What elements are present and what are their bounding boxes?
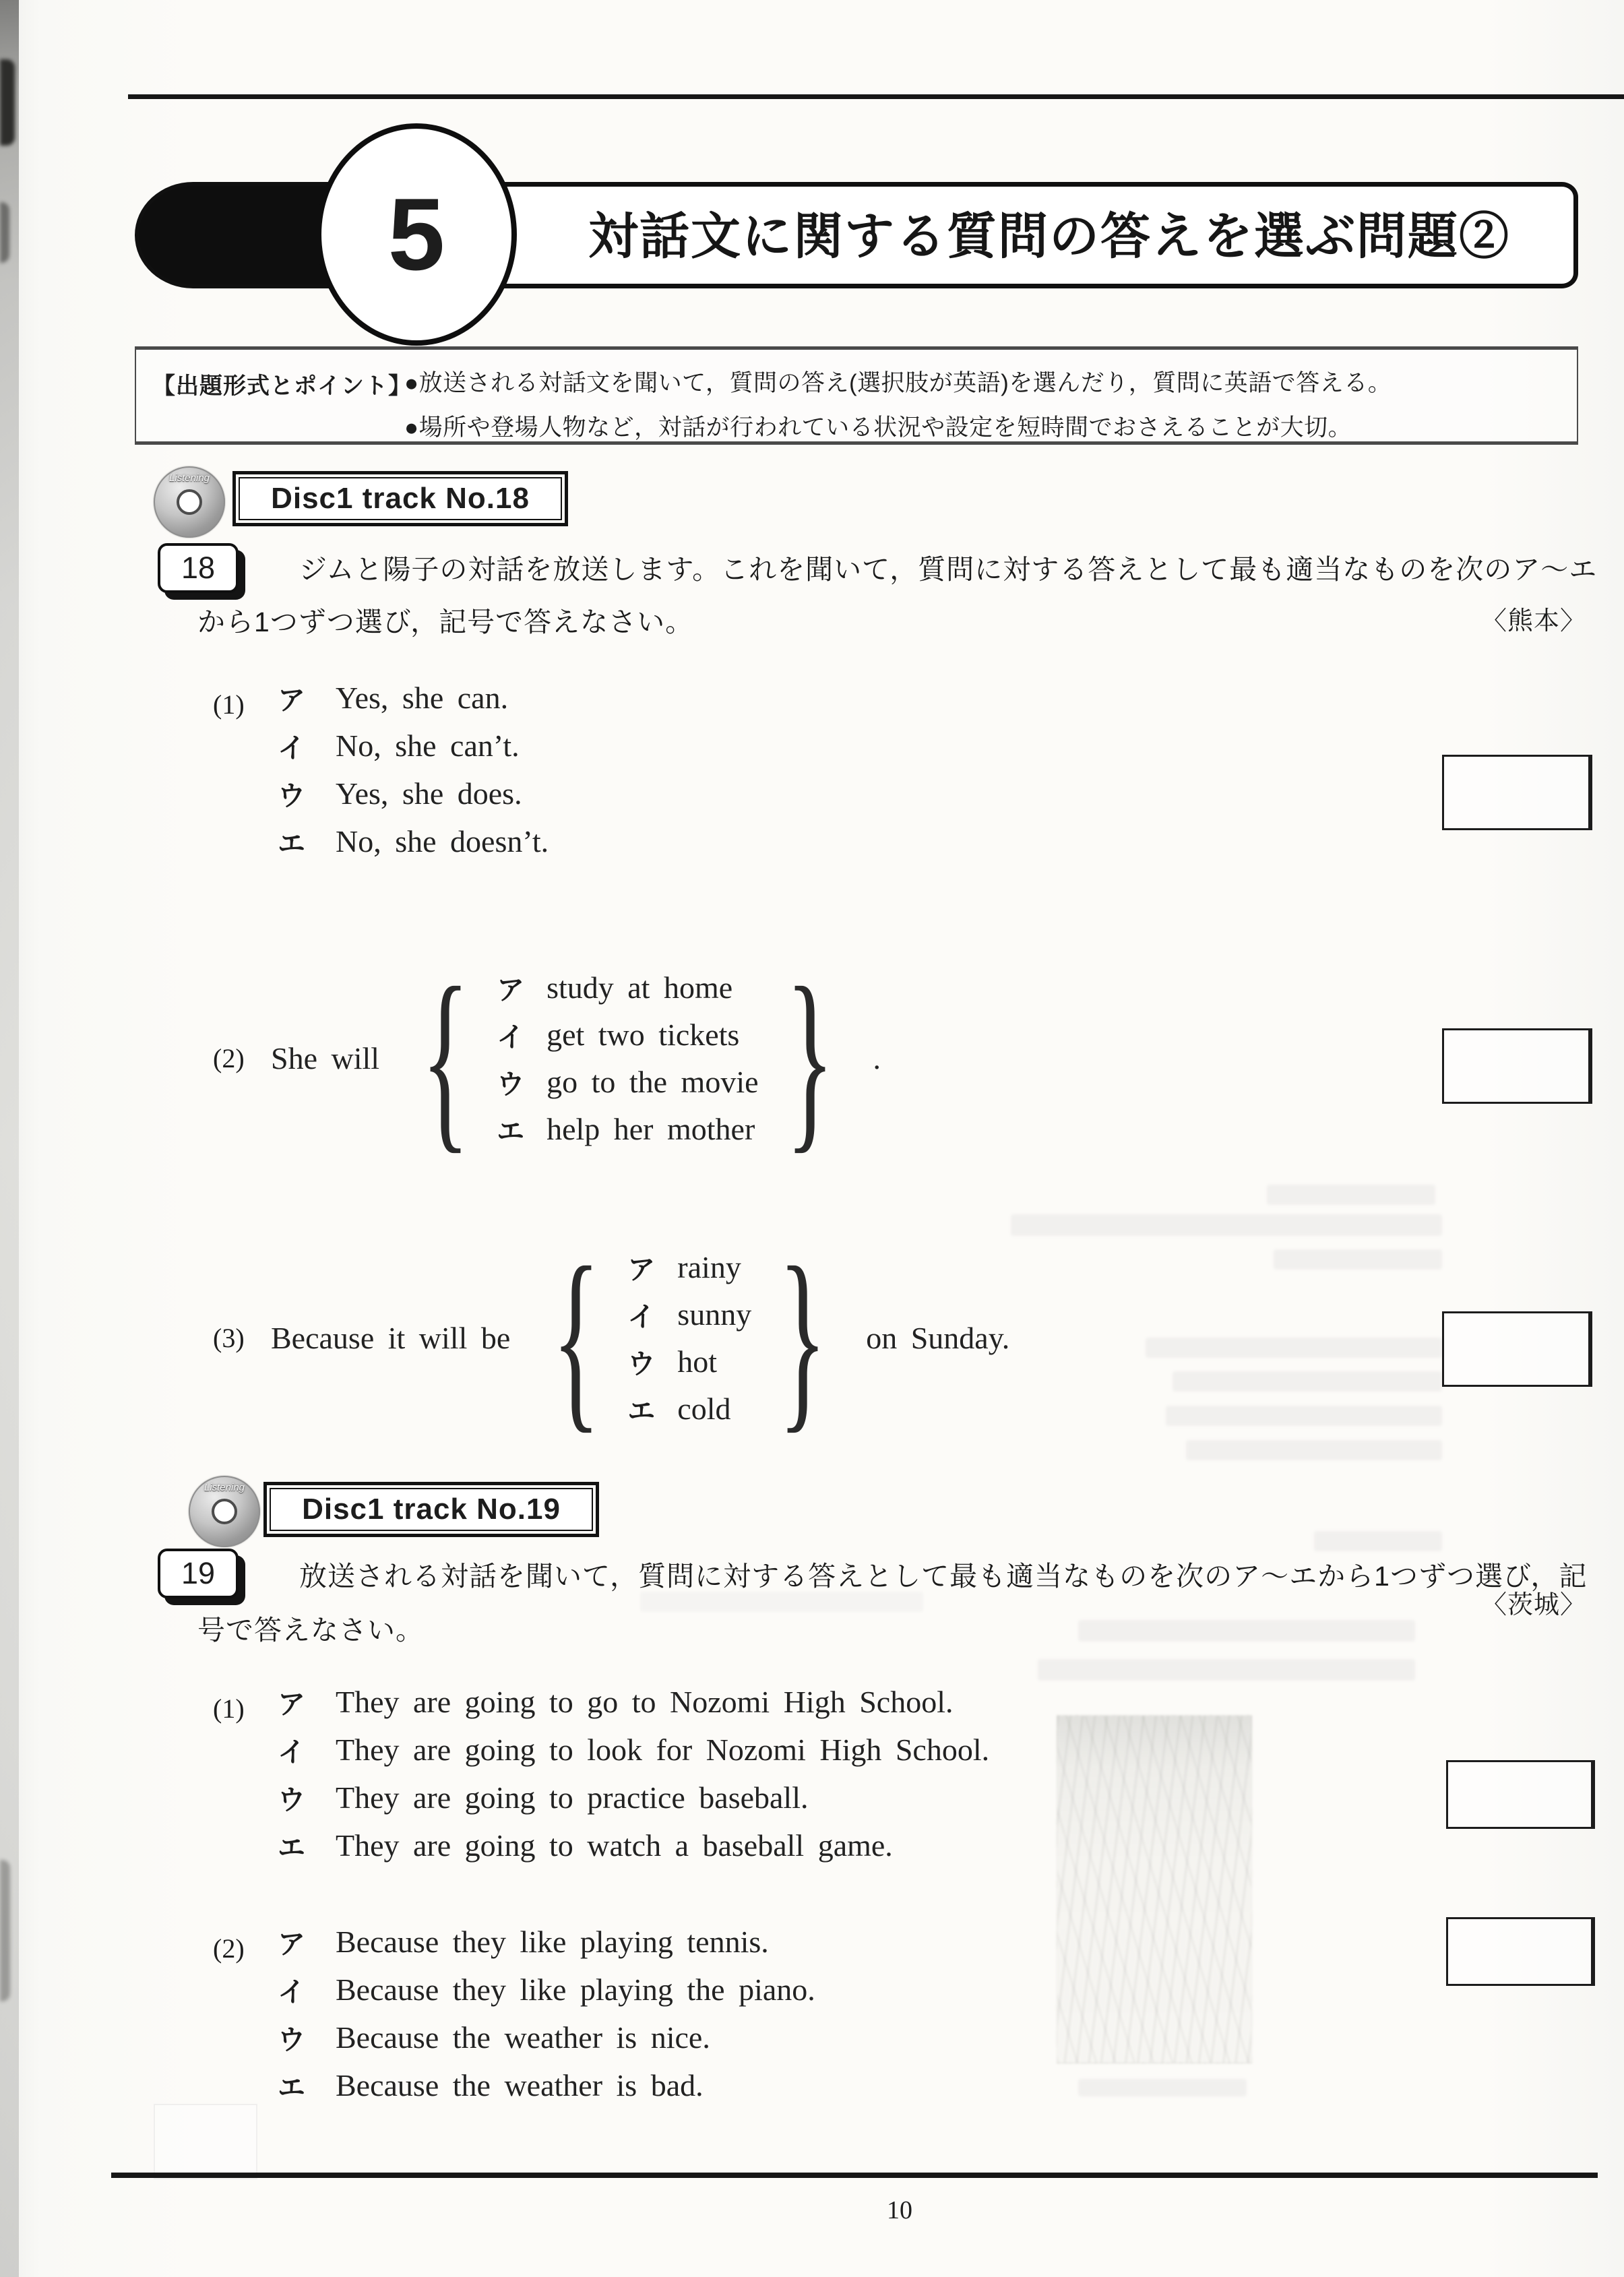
option-letter: エ bbox=[278, 2072, 305, 2103]
option-letter: ウ bbox=[497, 1068, 525, 1100]
option-row bbox=[278, 1774, 989, 1821]
option-text: Yes, she does. bbox=[336, 776, 522, 811]
answer-box-18-2[interactable] bbox=[1442, 1028, 1592, 1104]
answer-box-18-3[interactable] bbox=[1442, 1311, 1592, 1387]
option-letter: イ bbox=[278, 1737, 305, 1768]
option-text: Yes, she can. bbox=[336, 681, 509, 715]
option-text: Because they like playing the piano. bbox=[336, 1972, 815, 2007]
banner-left-cap bbox=[139, 186, 336, 284]
source-prefecture-19: 〈茨城〉 bbox=[1480, 1591, 1586, 1619]
option-row bbox=[278, 1678, 989, 1726]
question-18-3 bbox=[213, 1226, 1010, 1449]
scan-smudge bbox=[0, 59, 15, 146]
points-bullet-2: ●場所や登場人物など，対話が行われている状況や設定を短時間でおさえることが大切。 bbox=[404, 414, 1352, 441]
bleed-through-artifact bbox=[1186, 1440, 1442, 1460]
option-row bbox=[497, 1011, 758, 1058]
answer-box-19-1[interactable] bbox=[1446, 1760, 1595, 1829]
answer-box-18-1[interactable] bbox=[1442, 755, 1592, 830]
option-text: They are going to watch a baseball game. bbox=[336, 1828, 893, 1863]
option-text: Because the weather is bad. bbox=[336, 2068, 704, 2102]
problem-number-badge-19: 19 bbox=[158, 1549, 239, 1598]
option-letter: エ bbox=[497, 1115, 525, 1147]
option-row bbox=[497, 1058, 758, 1105]
instruction-19-line2: 号で答えなさい。 bbox=[197, 1615, 424, 1646]
option-text: They are going to go to Nozomi High School. bbox=[336, 1685, 954, 1719]
option-letter: ア bbox=[278, 1929, 305, 1960]
close-brace: } bbox=[778, 1226, 827, 1449]
bleed-through-artifact bbox=[1011, 1214, 1442, 1236]
scan-smudge bbox=[0, 1860, 10, 2001]
option-row bbox=[278, 722, 549, 770]
option-text: They are going to practice baseball. bbox=[336, 1780, 809, 1815]
option-text: go to the movie bbox=[546, 1064, 759, 1099]
question-label-18-3: (3) bbox=[213, 1322, 245, 1353]
option-row bbox=[278, 2014, 815, 2061]
bleed-through-artifact bbox=[1274, 1249, 1442, 1270]
points-bullet-1: ●放送される対話文を聞いて，質問の答え(選択肢が英語)を選んだり，質問に英語で答える。 bbox=[404, 370, 1392, 396]
option-text: Because the weather is nice. bbox=[336, 2020, 710, 2055]
options-18-3 bbox=[627, 1243, 751, 1432]
top-rule bbox=[128, 94, 1624, 99]
option-letter: ア bbox=[278, 685, 305, 716]
problem-number-badge-18: 18 bbox=[158, 543, 239, 593]
option-row bbox=[278, 1966, 815, 2014]
option-row bbox=[627, 1290, 751, 1338]
instruction-18-line2: から1つずつ選び，記号で答えなさい。 bbox=[197, 606, 694, 637]
sentence-prefix: She will bbox=[271, 1040, 380, 1075]
bleed-through-artifact bbox=[1038, 1659, 1415, 1681]
options-18-1 bbox=[278, 674, 549, 865]
options-18-2 bbox=[497, 964, 758, 1152]
open-brace: { bbox=[421, 946, 470, 1170]
bleed-through-artifact bbox=[1314, 1531, 1442, 1551]
track-label-19: Disc1 track No.19 bbox=[270, 1488, 593, 1531]
page-title: 対話文に関する質問の答えを選ぶ問題② bbox=[588, 208, 1510, 264]
option-letter: エ bbox=[278, 1832, 305, 1863]
option-text: cold bbox=[677, 1391, 731, 1426]
option-row bbox=[497, 964, 758, 1011]
cd-icon-label: Listening bbox=[168, 472, 210, 484]
options-19-1 bbox=[278, 1678, 989, 1869]
option-letter: ウ bbox=[278, 2024, 305, 2055]
option-letter: ウ bbox=[627, 1348, 656, 1379]
option-text: rainy bbox=[677, 1249, 741, 1284]
cd-listening-icon bbox=[154, 466, 225, 538]
cd-listening-icon bbox=[189, 1476, 260, 1547]
unit-number: 5 bbox=[387, 177, 445, 292]
option-letter: ア bbox=[497, 974, 525, 1005]
cd-hole bbox=[212, 1499, 237, 1524]
question-label-18-1: (1) bbox=[213, 689, 245, 720]
bottom-rule bbox=[111, 2173, 1598, 2178]
instruction-18-line1: ジムと陽子の対話を放送します。これを聞いて，質問に対する答えとして最も適当なものを次のア〜エ bbox=[299, 554, 1598, 585]
option-text: study at home bbox=[546, 970, 733, 1005]
bleed-through-artifact bbox=[1146, 1338, 1442, 1358]
option-letter: イ bbox=[278, 1976, 305, 2007]
points-box-label: 【出題形式とポイント】 bbox=[152, 373, 412, 399]
points-box bbox=[135, 346, 1578, 445]
option-row bbox=[278, 1726, 989, 1774]
option-text: help her mother bbox=[546, 1111, 755, 1146]
option-row bbox=[497, 1105, 758, 1152]
question-label-19-1: (1) bbox=[213, 1693, 245, 1724]
option-row bbox=[278, 674, 549, 722]
cd-hole bbox=[177, 489, 202, 515]
option-letter: イ bbox=[627, 1301, 656, 1332]
option-letter: ア bbox=[278, 1689, 305, 1720]
option-row bbox=[278, 770, 549, 817]
source-prefecture-18: 〈熊本〉 bbox=[1480, 607, 1586, 635]
option-row bbox=[627, 1243, 751, 1290]
open-brace: { bbox=[552, 1226, 601, 1449]
option-text: get two tickets bbox=[546, 1017, 740, 1052]
sentence-suffix: on Sunday. bbox=[866, 1320, 1010, 1355]
answer-box-19-2[interactable] bbox=[1446, 1917, 1595, 1986]
bleed-through-artifact bbox=[1078, 1620, 1415, 1642]
option-letter: ウ bbox=[278, 1784, 305, 1815]
options-19-2 bbox=[278, 1918, 815, 2109]
option-row bbox=[278, 2061, 815, 2109]
option-text: They are going to look for Nozomi High School. bbox=[336, 1733, 990, 1767]
option-row bbox=[278, 1918, 815, 1966]
question-18-2 bbox=[213, 946, 881, 1170]
option-letter: エ bbox=[627, 1395, 656, 1427]
bleed-through-artifact bbox=[640, 1592, 923, 1612]
sentence-prefix: Because it will be bbox=[271, 1320, 511, 1355]
option-row bbox=[278, 1821, 989, 1869]
question-label-19-2: (2) bbox=[213, 1933, 245, 1964]
bleed-through-artifact bbox=[1173, 1371, 1442, 1392]
option-text: No, she can’t. bbox=[336, 728, 520, 763]
option-text: Because they like playing tennis. bbox=[336, 1925, 769, 1959]
option-letter: イ bbox=[278, 732, 305, 763]
option-letter: エ bbox=[278, 828, 305, 859]
unit-number-circle bbox=[316, 123, 517, 346]
option-text: hot bbox=[677, 1344, 718, 1379]
bleed-through-artifact bbox=[154, 2104, 257, 2179]
option-text: sunny bbox=[677, 1297, 752, 1332]
track-label-18: Disc1 track No.18 bbox=[239, 477, 562, 520]
option-letter: ア bbox=[627, 1253, 656, 1285]
scan-smudge bbox=[0, 202, 9, 263]
bleed-through-photo bbox=[1057, 1715, 1252, 2063]
instruction-19-line1: 放送される対話を聞いて，質問に対する答えとして最も適当なものを次のア〜エから1つずつ選び，記 bbox=[299, 1561, 1588, 1592]
option-row bbox=[627, 1338, 751, 1385]
option-letter: イ bbox=[497, 1021, 525, 1053]
page-number: 10 bbox=[887, 2196, 912, 2224]
sentence-suffix: . bbox=[873, 1040, 881, 1075]
option-text: No, she doesn’t. bbox=[336, 824, 549, 859]
close-brace: } bbox=[785, 946, 834, 1170]
option-letter: ウ bbox=[278, 780, 305, 811]
cd-icon-label: Listening bbox=[204, 1482, 245, 1493]
question-label-18-2: (2) bbox=[213, 1042, 245, 1073]
bleed-through-artifact bbox=[1166, 1406, 1442, 1426]
bleed-through-artifact bbox=[1078, 2079, 1247, 2096]
bleed-through-artifact bbox=[1267, 1185, 1435, 1205]
option-row bbox=[278, 817, 549, 865]
option-row bbox=[627, 1385, 751, 1432]
